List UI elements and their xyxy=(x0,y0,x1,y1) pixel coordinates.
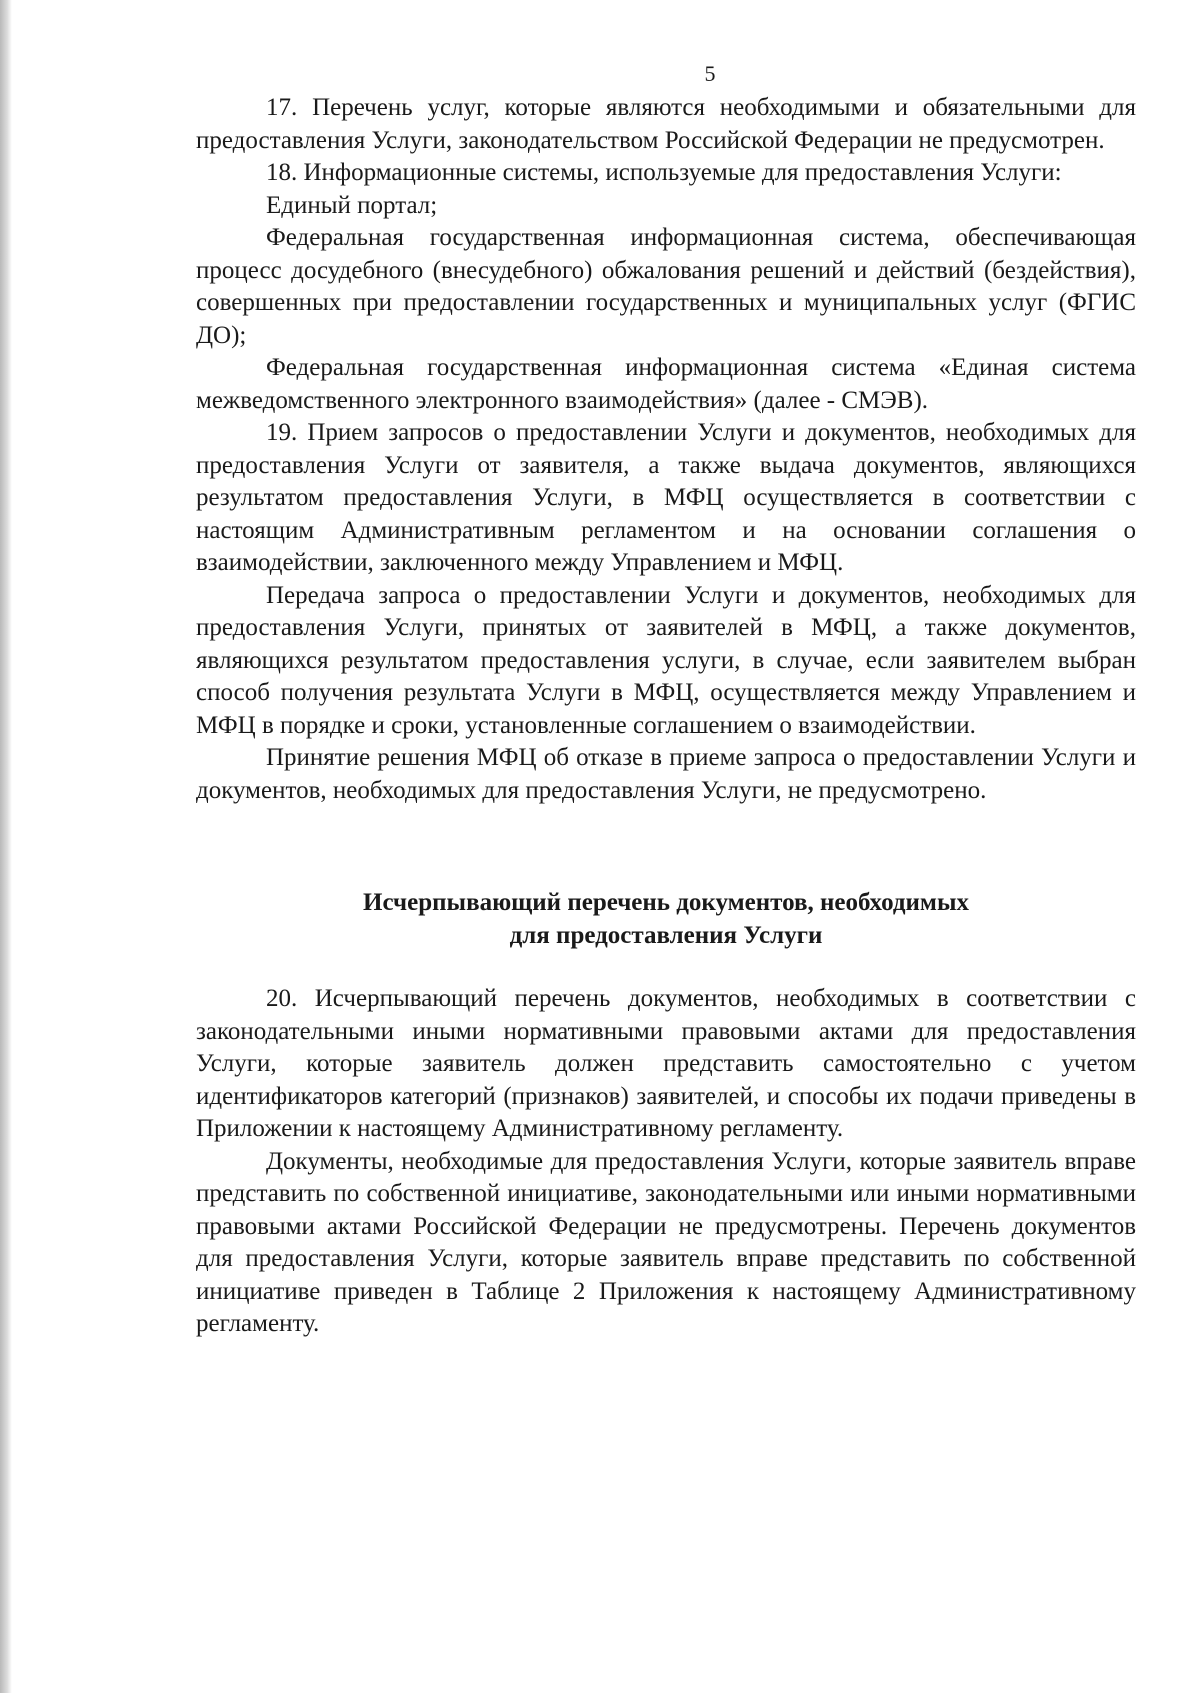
scan-edge-shadow xyxy=(0,0,12,1693)
paragraph-transfer-request: Передача запроса о предоставлении Услуги и документов, необходимых для предоставления Услуги, принятых от заявителей в МФЦ, а также документов, являющихся результатом предоставления услуги, в случае, если заявителем выбран способ получения результата Услуги в МФЦ, осуществляется между Управлением и МФЦ в порядке и сроки, установленные соглашением о взаимодействии. xyxy=(196,581,1136,739)
section-services-and-systems xyxy=(196,92,1136,807)
section-heading xyxy=(196,887,1136,952)
section-heading-line-1: Исчерпывающий перечень документов, необходимых xyxy=(363,889,969,916)
section-heading-line-2: для предоставления Услуги xyxy=(509,921,823,949)
list-item-unified-portal: Единый портал; xyxy=(266,191,438,219)
document-page xyxy=(196,58,1136,1341)
paragraph-optional-documents: Документы, необходимые для предоставления Услуги, которые заявитель вправе представить по собственной инициативе, законодательными или иными нормативными правовыми актами Российской Федерации не предусмотрены. Перечень документов для предоставления Услуги, которые заявитель вправе представить по собственной инициативе приведен в Таблице 2 Приложения к настоящему Административному регламенту. xyxy=(196,1147,1136,1337)
spacer xyxy=(196,807,1136,887)
spacer xyxy=(196,952,1136,983)
section-documents-list xyxy=(196,983,1136,1341)
paragraph-19: 19. Прием запросов о предоставлении Услуги и документов, необходимых для предоставления Услуги от заявителя, а также выдача документов, являющихся результатом предоставления Услуги, в МФЦ осуществляется в соответствии с настоящим Административным регламентом и на основании соглашения о взаимодействии, заключенного между Управлением и МФЦ. xyxy=(196,419,1136,576)
paragraph-refusal: Принятие решения МФЦ об отказе в приеме запроса о предоставлении Услуги и документов, необходимых для предоставления Услуги, не предусмотрено. xyxy=(196,744,1136,804)
paragraph-17: 17. Перечень услуг, которые являются необходимыми и обязательными для предоставления Услуги, законодательством Российской Федерации не предусмотрен. xyxy=(196,94,1136,154)
page-number: 5 xyxy=(704,61,716,86)
list-item-smev: Федеральная государственная информационная система «Единая система межведомственного электронного взаимодействия» (далее - СМЭВ). xyxy=(196,354,1136,414)
paragraph-20: 20. Исчерпывающий перечень документов, необходимых в соответствии с законодательными иными нормативными правовыми актами для предоставления Услуги, которые заявитель должен представить самостоятельно с учетом идентификаторов категорий (признаков) заявителей, и способы их подачи приведены в Приложении к настоящему Административному регламенту. xyxy=(196,985,1136,1142)
paragraph-18: 18. Информационные системы, используемые для предоставления Услуги: xyxy=(266,159,1062,186)
list-item-fgis-do: Федеральная государственная информационная система, обеспечивающая процесс досудебного (внесудебного) обжалования решений и действий (бездействия), совершенных при предоставлении государственных и муниципальных услуг (ФГИС ДО); xyxy=(196,224,1136,349)
